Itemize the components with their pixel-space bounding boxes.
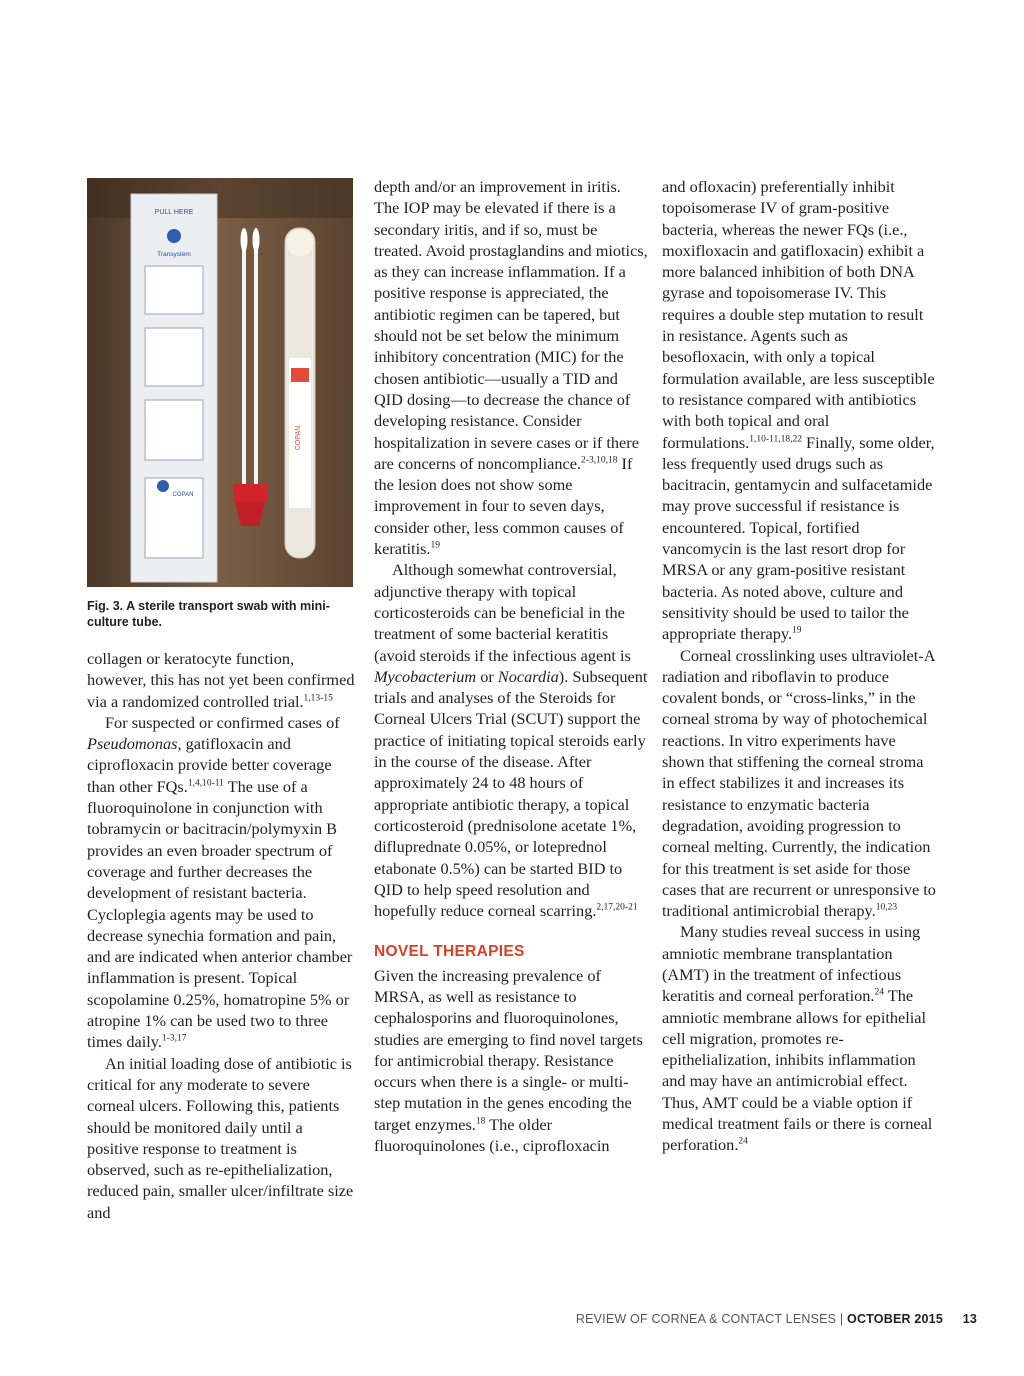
col2-paragraph-2: Although somewhat controversial, adjunctive therapy with topical corticosteroids can be beneficial in the treatment of some bacterial keratitis (avoid steroids if the infectious agent is Mycobacterium or Nocardia). Subsequent trials and analyses of the Steroids for Corneal Ulcers Trial (SCUT) support the practice of initiating topical steroids early in the course of the disease. After approximately 24 to 48 hours of appropriate antibiotic therapy, a topical corticosteroid (prednisolone acetate 1%, difluprednate 0.05%, or loteprednol etabonate 0.5%) can be started BID to QID to help speed resolution and hopefully reduce corneal scarring.$^{2,17,20-21}$ (374, 560, 648, 921)
col2-paragraph-3: Given the increasing prevalence of MRSA, as well as resistance to cephalosporins and fluoroquinolones, studies are emerging to find novel targets for antimicrobial therapy. Resistance occurs when there is a single- or multi-step mutation in the genes encoding the target enzymes.$^{18}$ The older fluoroquinolones (i.e., ciprofloxacin (374, 965, 643, 1156)
journal-name: REVIEW OF CORNEA & CONTACT LENSES (575, 1312, 837, 1326)
reference-superscript: 18 (475, 1116, 486, 1127)
reference-superscript: 2,17,20-21 (596, 902, 638, 913)
col1-paragraph-2: For suspected or confirmed cases of Pseudomonas, gatifloxacin and ciprofloxacin provide better coverage than other FQs.$^{1,4,10-11}$ The use of a fluoroquinolone in conjunction with tobramycin or bacitracin/polymyxin B provides an even broader spectrum of coverage and further decreases the development of resistant bacteria. Cycloplegia agents may be used to decrease synechia formation and pain, and are indicated when anterior chamber inflammation is present. Topical scopolamine 0.25%, homatropine 5% or atropine 1% can be used two to three times daily.$^{1-3,17}$ (87, 712, 353, 1052)
page-footer (576, 1312, 977, 1326)
col3-paragraph-2: Corneal crosslinking uses ultraviolet-A radiation and riboflavin to produce covalent bonds, or “cross-links,” in the corneal stroma by way of photochemical reactions. In vitro experiments have shown that stiffening the corneal stroma in effect stabilizes it and increases its resistance to enzymatic bacteria degradation, avoiding progression to corneal melting. Currently, the indication for this treatment is set aside for those cases that are recurrent or unresponsive to traditional antimicrobial therapy.$^{10,23}$ (662, 645, 936, 921)
tube-label: COPAN (295, 425, 302, 451)
figure-caption: Fig. 3. A sterile transport swab with mini-culture tube. (87, 599, 330, 629)
reference-superscript: 1,4,10-11 (187, 778, 224, 789)
reference-superscript: 1,13-15 (303, 693, 333, 704)
footer-separator: | (839, 1312, 844, 1326)
figure-photo (87, 178, 353, 587)
package-pull-label: PULL HERE (154, 209, 194, 216)
package-copan-label: COPAN (172, 492, 194, 498)
col3-paragraph-3: Many studies reveal success in using amniotic membrane transplantation (AMT) in the treatment of infectious keratitis and corneal perforation.$^{24}$ The amniotic membrane allows for epithelial cell migration, promotes re-epithelialization, inhibits inflammation and may have an antimicrobial effect. Thus, AMT could be a viable option if medical treatment fails or there is corneal perforation.$^{24}$ (662, 922, 933, 1155)
column-1 (87, 648, 357, 1223)
reference-superscript: 19 (792, 625, 802, 636)
reference-superscript: 19 (430, 540, 441, 551)
reference-superscript: 1,10-11,18,22 (749, 434, 802, 445)
reference-superscript: 24 (874, 987, 884, 998)
column-2 (374, 176, 649, 1156)
reference-superscript: 10,23 (875, 902, 898, 913)
transport-swab-photo (87, 178, 353, 587)
package-brand-label: Transystem (157, 251, 191, 258)
reference-superscript: 2-3,10,18 (581, 455, 618, 466)
issue-date: OCTOBER 2015 (847, 1312, 943, 1326)
column-3 (662, 176, 937, 1156)
col1-paragraph-3: An initial loading dose of antibiotic is critical for any moderate to severe corneal ulcers. Following this, patients should be monitored daily until a positive response to treatment is observed, such as re-epithelialization, reduced pain, smaller ulcer/infiltrate size and (87, 1053, 354, 1222)
col2-paragraph-1: depth and/or an improvement in iritis. The IOP may be elevated if there is a secondary iritis, and if so, must be treated. Avoid prostaglandins and miotics, as they can increase inflammation. If a positive response is appreciated, the antibiotic regimen can be tapered, but should not be set below the minimum inhibitory concentration (MIC) for the chosen antibiotic—usually a TID and QID dosing—to decrease the chance of developing resistance. Consider hospitalization in severe cases or if there are concerns of noncompliance.$^{2-3,10,18}$ If the lesion does not show some improvement in four to seven days, consider other, less common causes of keratitis.$^{19}$ (374, 177, 648, 559)
page-number: 13 (962, 1312, 977, 1326)
reference-superscript: 24 (738, 1136, 748, 1147)
col1-paragraph-1: collagen or keratocyte function, however, this has not yet been confirmed via a randomized controlled trial.$^{1,13-15}$ (87, 649, 355, 711)
col3-paragraph-1: and ofloxacin) preferentially inhibit topoisomerase IV of gram-positive bacteria, whereas the newer FQs (i.e., moxifloxacin and gatifloxacin) exhibit a more balanced inhibition of both DNA gyrase and topoisomerase IV. This requires a double step mutation to result in resistance. Agents such as besofloxacin, with only a topical formulation available, are less susceptible to resistance compared with antibiotics with both topical and oral formulations.$^{1,10-11,18,22}$ Finally, some older, less frequently used drugs such as bacitracin, gentamycin and sulfacetamide may prove successful if resistance is encountered. Topical, fortified vancomycin is the last resort drop for MRSA or any gram-positive resistant bacteria. As noted above, culture and sensitivity should be used to tailor the appropriate therapy.$^{19}$ (662, 177, 935, 644)
section-heading: NOVEL THERAPIES (374, 943, 525, 961)
reference-superscript: 1-3,17 (161, 1033, 187, 1044)
